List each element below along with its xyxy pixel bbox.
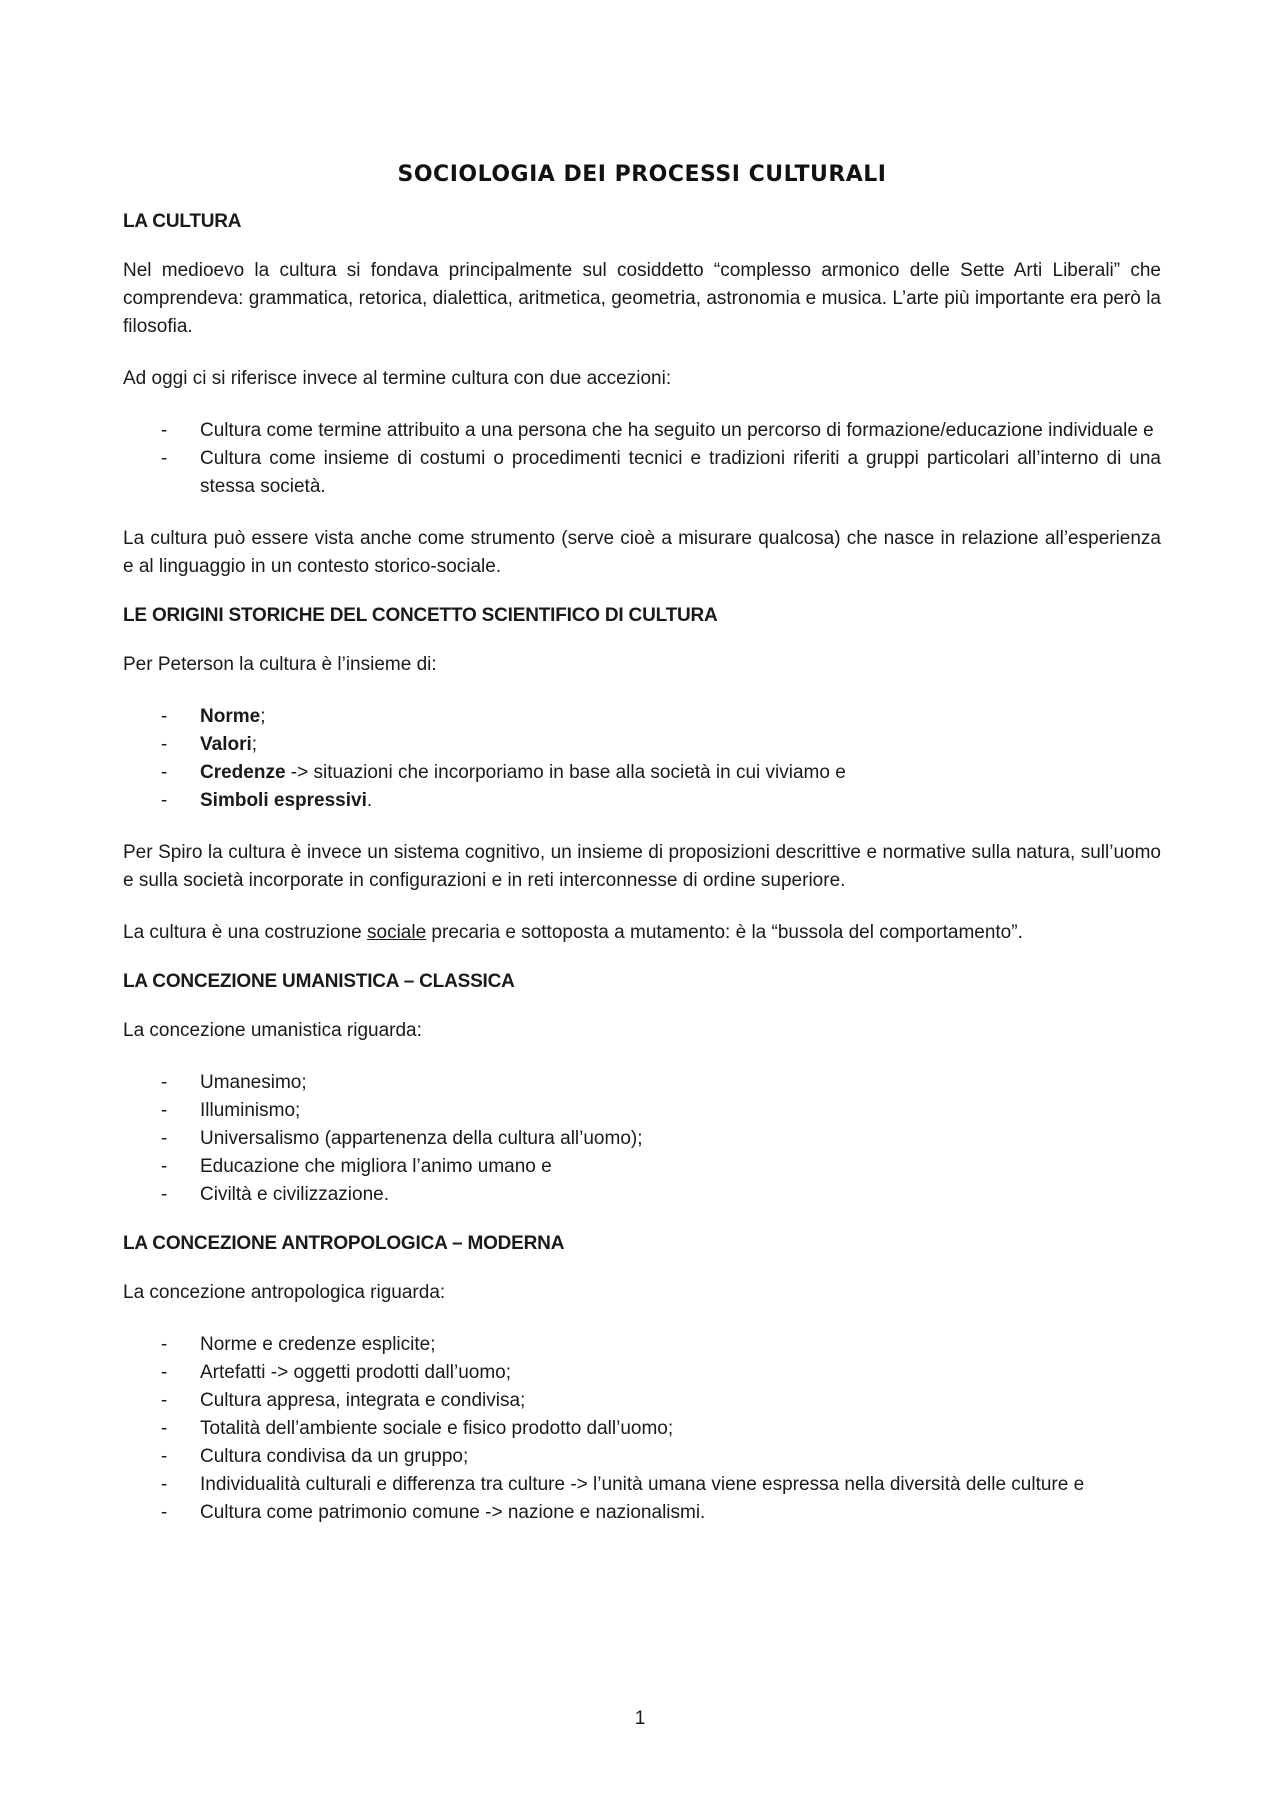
list-item [123, 1331, 1161, 1359]
paragraph-accezioni-intro: Ad oggi ci si riferisce invece al termine cultura con due accezioni: [123, 368, 672, 389]
bullet-dash: - [161, 734, 168, 755]
list-item-text: Cultura come termine attribuito a una persona che ha seguito un percorso di formazione/educazione individuale e [200, 420, 1154, 441]
bullet-dash: - [161, 1156, 168, 1177]
list-item [123, 1069, 1161, 1097]
list-item [123, 731, 1161, 759]
list-item-text: Norme e credenze esplicite; [200, 1334, 436, 1355]
list-item-term: Credenze [200, 762, 286, 783]
list-item-text: ; [260, 706, 266, 727]
list-item-text: Individualità culturali e differenza tra culture -> l’unità umana viene espressa nella diversità delle culture e [200, 1474, 1085, 1495]
list-item [123, 1125, 1161, 1153]
bullet-dash: - [161, 1362, 168, 1383]
text-fragment: precaria e sottoposta a mutamento: è la “bussola del comportamento”. [426, 922, 1023, 943]
list-antropologica [123, 1331, 1161, 1527]
list-item-text: Cultura come insieme di costumi o procedimenti tecnici e tradizioni riferiti a gruppi particolari all’interno di una stessa società. [200, 448, 1161, 497]
heading-origini-storiche: LE ORIGINI STORICHE DEL CONCETTO SCIENTIFICO DI CULTURA [123, 605, 718, 626]
document-page [123, 150, 1161, 1551]
list-peterson [123, 703, 1161, 815]
list-item [123, 1499, 1161, 1527]
bullet-dash: - [161, 1334, 168, 1355]
bullet-dash: - [161, 448, 168, 469]
list-item-text: Cultura condivisa da un gruppo; [200, 1446, 469, 1467]
bullet-dash: - [161, 420, 168, 441]
heading-concezione-umanistica: LA CONCEZIONE UMANISTICA – CLASSICA [123, 971, 515, 992]
paragraph-strumento: La cultura può essere vista anche come strumento (serve cioè a misurare qualcosa) che nasce in relazione all’esperienza e al linguaggio in un contesto storico-sociale. [123, 528, 1161, 577]
bullet-dash: - [161, 1446, 168, 1467]
list-item-text: Cultura come patrimonio comune -> nazione e nazionalismi. [200, 1502, 706, 1523]
bullet-dash: - [161, 1418, 168, 1439]
paragraph-peterson: Per Peterson la cultura è l’insieme di: [123, 654, 437, 675]
list-item [123, 1387, 1161, 1415]
list-item-term: Norme [200, 706, 261, 727]
list-item-text: Universalismo (appartenenza della cultura all’uomo); [200, 1128, 643, 1149]
list-item-text: ; [251, 734, 258, 755]
list-item-text: Illuminismo; [200, 1100, 301, 1121]
paragraph-spiro: Per Spiro la cultura è invece un sistema cognitivo, un insieme di proposizioni descrittive e normative sulla natura, sull’uomo e sulla società incorporate in configurazioni e in reti interconnesse di ordine superiore. [123, 842, 1161, 891]
list-item [123, 1153, 1161, 1181]
list-item [123, 1471, 1161, 1499]
list-item-text: . [366, 790, 373, 811]
underlined-word: sociale [367, 922, 427, 943]
list-item [123, 417, 1161, 445]
bullet-dash: - [161, 762, 168, 783]
bullet-dash: - [161, 1100, 168, 1121]
list-item [123, 1181, 1161, 1209]
list-item-text: Artefatti -> oggetti prodotti dall’uomo; [200, 1362, 512, 1383]
document-title: SOCIOLOGIA DEI PROCESSI CULTURALI [397, 162, 887, 187]
bullet-dash: - [161, 706, 168, 727]
list-accezioni [123, 417, 1161, 501]
bullet-dash: - [161, 1184, 168, 1205]
list-item [123, 1097, 1161, 1125]
page-number: 1 [634, 1708, 646, 1729]
list-item [123, 703, 1161, 731]
list-item-text: Civiltà e civilizzazione. [200, 1184, 390, 1205]
heading-la-cultura: LA CULTURA [123, 211, 242, 232]
bullet-dash: - [161, 1072, 168, 1093]
paragraph-medioevo: Nel medioevo la cultura si fondava principalmente sul cosiddetto “complesso armonico delle Sette Arti Liberali” che comprendeva: grammatica, retorica, dialettica, aritmetica, geometria, astronomia e musica. L’arte più importante era però la filosofia. [123, 260, 1161, 337]
bullet-dash: - [161, 1128, 168, 1149]
list-item [123, 787, 1161, 815]
list-item-text: Umanesimo; [200, 1072, 307, 1093]
bullet-dash: - [161, 1502, 168, 1523]
paragraph-costruzione-sociale [123, 919, 1161, 947]
list-item [123, 445, 1161, 501]
list-item-term: Valori [200, 734, 252, 755]
text-fragment: La cultura è una costruzione [123, 922, 367, 943]
list-item [123, 1443, 1161, 1471]
list-item-text: Educazione che migliora l’animo umano e [200, 1156, 552, 1177]
paragraph-antropologica-intro: La concezione antropologica riguarda: [123, 1282, 446, 1303]
list-item-term: Simboli espressivi [200, 790, 367, 811]
bullet-dash: - [161, 1474, 168, 1495]
paragraph-umanistica-intro: La concezione umanistica riguarda: [123, 1020, 422, 1041]
list-item-text: Totalità dell’ambiente sociale e fisico prodotto dall’uomo; [200, 1418, 674, 1439]
list-umanistica [123, 1069, 1161, 1209]
list-item [123, 1415, 1161, 1443]
list-item-text: -> situazioni che incorporiamo in base alla società in cui viviamo e [285, 762, 846, 783]
list-item [123, 1359, 1161, 1387]
bullet-dash: - [161, 790, 168, 811]
bullet-dash: - [161, 1390, 168, 1411]
list-item-text: Cultura appresa, integrata e condivisa; [200, 1390, 526, 1411]
heading-concezione-antropologica: LA CONCEZIONE ANTROPOLOGICA – MODERNA [123, 1233, 565, 1254]
list-item [123, 759, 1161, 787]
